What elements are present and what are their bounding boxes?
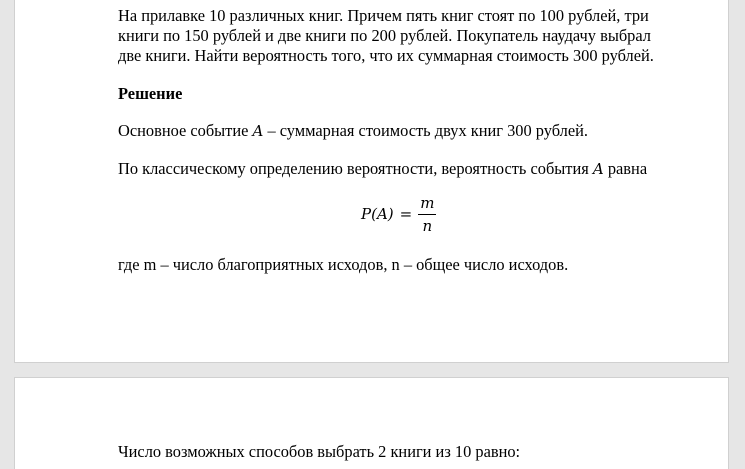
event-definition — [118, 121, 588, 141]
event-definition-before: Основное событие — [118, 121, 253, 140]
classical-definition — [118, 159, 647, 179]
formula-explanation: где m – число благоприятных исходов, n – общее число исходов. — [118, 255, 569, 274]
probability-formula — [361, 192, 436, 236]
problem-line-1: На прилавке 10 различных книг. Причем пять книг стоят по 100 рублей, три — [118, 6, 649, 25]
event-definition-after: – суммарная стоимость двух книг 300 рублей. — [263, 121, 588, 140]
formula-denominator: n — [422, 216, 433, 235]
formula-equals: = — [399, 205, 413, 223]
document-page-2 — [14, 377, 729, 469]
classical-definition-after: равна — [603, 159, 648, 178]
classical-definition-before: По классическому определению вероятности, вероятность события — [118, 159, 593, 178]
formula-fraction — [418, 194, 436, 235]
problem-line-3: две книги. Найти вероятность того, что их суммарная стоимость 300 рублей. — [118, 46, 654, 65]
page2-text: Число возможных способов выбрать 2 книги из 10 равно: — [118, 442, 521, 461]
solution-heading: Решение — [118, 84, 183, 103]
formula-lhs: P(A) — [361, 205, 394, 223]
problem-line-2: книги по 150 рублей и две книги по 200 рублей. Покупатель наудачу выбрал — [118, 26, 651, 45]
document-page-1 — [14, 0, 729, 363]
event-variable: A — [252, 122, 264, 140]
formula-numerator: m — [420, 193, 435, 212]
classical-variable: A — [592, 160, 604, 178]
